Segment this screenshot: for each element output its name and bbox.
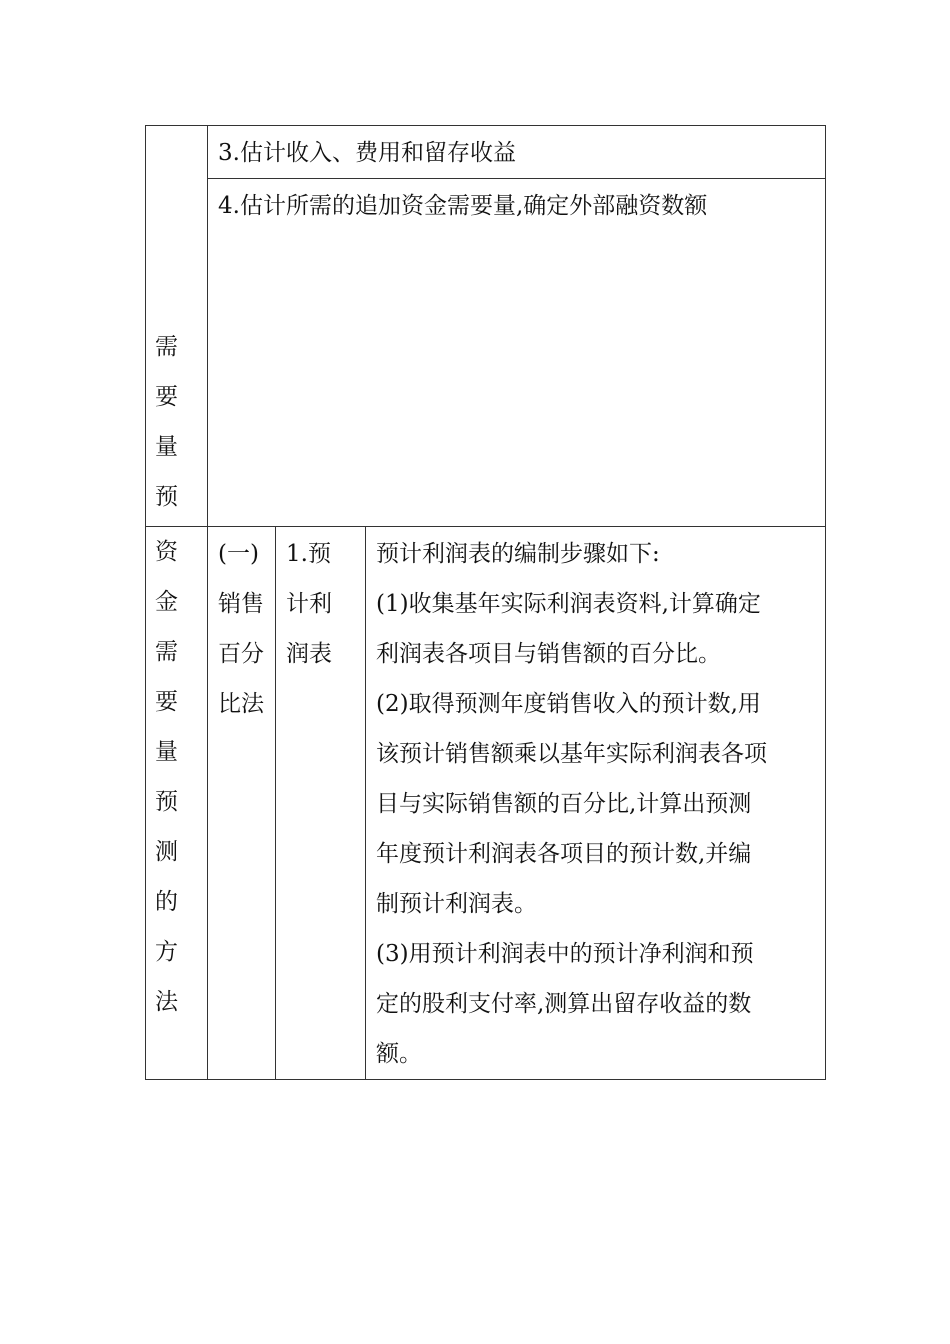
- section-label-cell: [146, 527, 208, 1080]
- procedure-line: (2)取得预测年度销售收入的预计数,用: [376, 691, 761, 717]
- label-char: 方: [155, 939, 178, 965]
- step-line: 1.预: [286, 541, 331, 567]
- procedure-line: (3)用预计利润表中的预计净利润和预: [376, 941, 754, 967]
- label-char: 要: [155, 689, 178, 715]
- procedure-line: 制预计利润表。: [376, 891, 537, 917]
- procedure-line: 额。: [376, 1041, 422, 1067]
- label-char: 量: [155, 434, 178, 460]
- label-char: 需: [155, 334, 178, 360]
- step-3-cell: [208, 126, 826, 179]
- method-line: 比法: [218, 691, 264, 717]
- procedure-line: 该预计销售额乘以基年实际利润表各项: [376, 741, 767, 767]
- step-4-cell: [208, 179, 826, 527]
- procedure-line: 利润表各项目与销售额的百分比。: [376, 641, 721, 667]
- method-line: 百分: [218, 641, 264, 667]
- procedure-line: (1)收集基年实际利润表资料,计算确定: [376, 591, 761, 617]
- top-left-label-cell: [146, 126, 208, 527]
- method-line: 销售: [218, 591, 264, 617]
- step-line: 润表: [286, 641, 332, 667]
- step-3-text: 3.估计收入、费用和留存收益: [218, 140, 516, 166]
- label-char: 量: [155, 739, 178, 765]
- label-char: 的: [155, 889, 178, 915]
- label-char: 测: [155, 839, 178, 865]
- label-char: 法: [155, 989, 178, 1015]
- label-char: 要: [155, 384, 178, 410]
- label-char: 预: [155, 484, 178, 510]
- step-line: 计利: [286, 591, 332, 617]
- method-table: [145, 125, 826, 1080]
- procedure-text-cell: [366, 527, 826, 1080]
- label-char: 金: [155, 589, 178, 615]
- procedure-line: 预计利润表的编制步骤如下:: [376, 541, 660, 567]
- step-name-cell: [276, 527, 366, 1080]
- label-char: 需: [155, 639, 178, 665]
- label-char: 资: [155, 539, 178, 565]
- step-4-text: 4.估计所需的追加资金需要量,确定外部融资数额: [218, 193, 708, 219]
- label-char: 预: [155, 789, 178, 815]
- method-name-cell: [208, 527, 276, 1080]
- method-line: (一): [218, 541, 259, 567]
- procedure-line: 年度预计利润表各项目的预计数,并编: [376, 841, 752, 867]
- procedure-line: 目与实际销售额的百分比,计算出预测: [376, 791, 752, 817]
- procedure-line: 定的股利支付率,测算出留存收益的数: [376, 991, 752, 1017]
